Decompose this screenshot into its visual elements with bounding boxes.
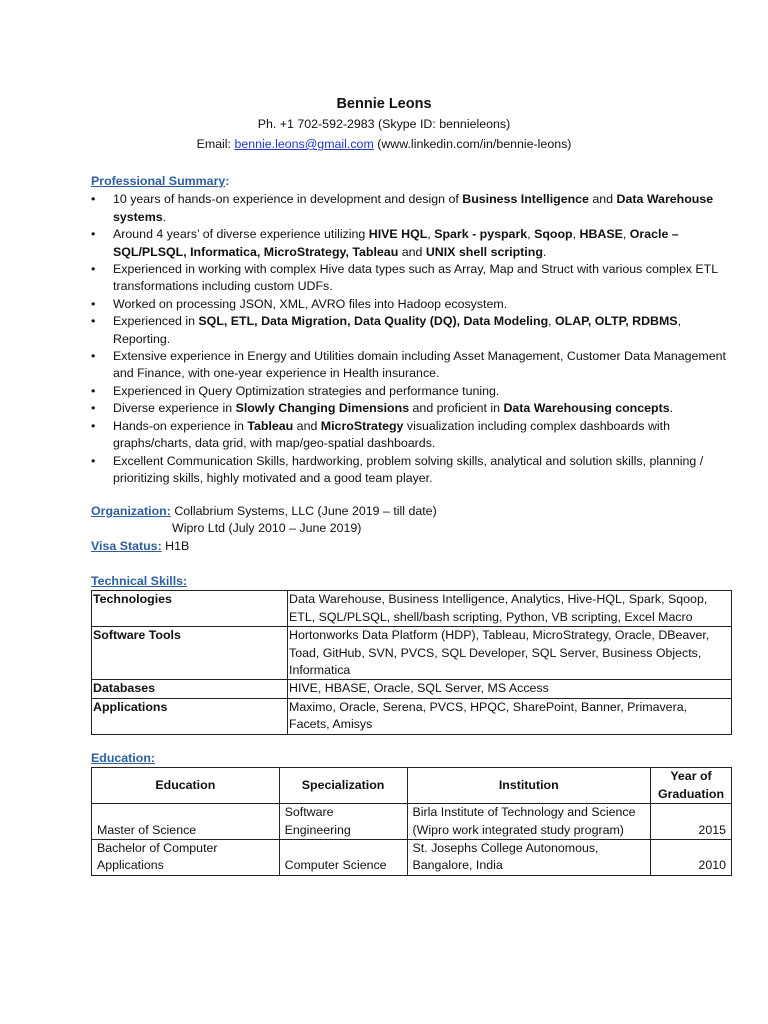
summary-text: and (398, 244, 426, 259)
resume-header (0, 94, 768, 154)
summary-highlight: MicroStrategy (320, 418, 404, 433)
list-item (91, 313, 731, 348)
education-institution: St. Josephs College Autonomous, Bangalore, India (407, 840, 650, 876)
column-header-education: Education (92, 768, 280, 804)
summary-highlight: Data Warehousing concepts (503, 401, 670, 416)
education-title: Education: (91, 751, 156, 765)
education-specialization: Computer Science (279, 840, 407, 876)
summary-text: and (588, 192, 617, 207)
technical-skills-section (91, 573, 732, 735)
bullet-icon: • (91, 314, 96, 329)
education-specialization: Software Engineering (279, 804, 407, 840)
education-section (91, 750, 732, 876)
list-item (91, 191, 731, 226)
summary-highlight: OLAP, OLTP, RDBMS (555, 314, 678, 329)
list-item (91, 296, 731, 313)
summary-text: visualization including complex dashboards with graphs/charts, data grid, with map/geo-spatial dashboards. (113, 418, 670, 451)
summary-highlight: Tableau (247, 418, 294, 433)
skill-values: HIVE, HBASE, Oracle, SQL Server, MS Access (288, 680, 732, 698)
summary-highlight: Sqoop (534, 227, 573, 242)
bullet-icon: • (91, 383, 96, 398)
summary-text: , (527, 227, 535, 242)
summary-text: Worked on processing JSON, XML, AVRO files into Hadoop ecosystem. (113, 296, 508, 311)
table-header-row (92, 768, 732, 804)
summary-text: Around 4 years’ of diverse experience utilizing (113, 227, 369, 242)
skill-values: Hortonworks Data Platform (HDP), Tableau, MicroStrategy, Oracle, DBeaver, Toad, GitHub, SVN, PVCS, SQL Developer, SQL Server, Business Objects, Informatica (288, 627, 732, 680)
summary-text: , (548, 314, 556, 329)
table-row (92, 591, 732, 627)
summary-text: . (669, 401, 674, 416)
summary-list (91, 191, 731, 487)
education-degree: Bachelor of Computer Applications (92, 840, 280, 876)
skill-values: Maximo, Oracle, Serena, PVCS, HPQC, SharePoint, Banner, Primavera, Facets, Amisys (288, 698, 732, 734)
summary-text: . (542, 244, 547, 259)
list-item (91, 383, 731, 400)
summary-text: , Reporting. (113, 314, 682, 346)
bullet-icon: • (91, 453, 96, 468)
table-row (92, 804, 732, 840)
education-degree: Master of Science (92, 804, 280, 840)
bullet-icon: • (91, 192, 96, 207)
summary-text: Excellent Communication Skills, hardworking, problem solving skills, analytical and solution skills, planning / prioritizing skills, highly motivated and a good team player. (113, 453, 704, 485)
list-item (91, 400, 731, 417)
list-item (91, 261, 731, 296)
skill-category: Technologies (92, 591, 288, 627)
linkedin-text: (www.linkedin.com/in/bennie-leons) (373, 137, 572, 151)
organization-entry: Wipro Ltd (July 2010 – June 2019) (172, 521, 362, 536)
education-year: 2010 (650, 840, 731, 876)
education-table (91, 767, 732, 875)
summary-text: , (427, 227, 435, 242)
skill-values: Data Warehouse, Business Intelligence, Analytics, Hive-HQL, Spark, Sqoop, ETL, SQL/PLSQL, shell/bash scripting, Python, VB scripting, Excel Macro (288, 591, 732, 627)
visa-status-line (91, 538, 731, 555)
summary-text: and (293, 418, 321, 433)
bullet-icon: • (91, 262, 96, 277)
visa-status-label: Visa Status: (91, 538, 162, 553)
summary-text: Experienced in (113, 314, 199, 329)
email-line (0, 134, 768, 154)
table-row (92, 627, 732, 680)
professional-summary-colon: : (225, 174, 230, 188)
technical-skills-table (91, 590, 732, 734)
summary-highlight: UNIX shell scripting (425, 244, 543, 259)
summary-highlight: Oracle – SQL/PLSQL, Informatica, MicroStrategy, Tableau (113, 227, 679, 259)
skill-category: Applications (92, 698, 288, 734)
summary-highlight: Slowly Changing Dimensions (235, 401, 410, 416)
summary-text: , (572, 227, 580, 242)
professional-summary-title: Professional Summary (91, 174, 226, 188)
skill-category: Software Tools (92, 627, 288, 680)
summary-text: Experienced in Query Optimization strategies and performance tuning. (113, 383, 500, 398)
organization-line-2 (91, 520, 731, 537)
education-year: 2015 (650, 804, 731, 840)
summary-text: Extensive experience in Energy and Utilities domain including Asset Management, Customer Data Management and Finance, with one-year experience in Health insurance. (113, 349, 726, 381)
summary-text: 10 years of hands-on experience in development and design of (113, 192, 463, 207)
column-header-institution: Institution (407, 768, 650, 804)
summary-text: , (622, 227, 630, 242)
table-row (92, 680, 732, 698)
organization-line-1 (91, 503, 731, 520)
summary-highlight: Business Intelligence (462, 192, 589, 207)
education-institution: Birla Institute of Technology and Science (Wipro work integrated study program) (407, 804, 650, 840)
bullet-icon: • (91, 401, 96, 416)
candidate-name: Bennie Leons (336, 96, 432, 112)
summary-text: Diverse experience in (113, 401, 236, 416)
table-row (92, 698, 732, 734)
bullet-icon: • (91, 227, 96, 242)
visa-status-value: H1B (165, 538, 190, 553)
bullet-icon: • (91, 296, 96, 311)
summary-text: Experienced in working with complex Hive data types such as Array, Map and Struct with various complex ETL transformations including custom UDFs. (113, 262, 718, 294)
summary-highlight: HIVE HQL (368, 227, 428, 242)
organization-label: Organization: (91, 504, 171, 518)
skill-category: Databases (92, 680, 288, 698)
column-header-year: Year of Graduation (650, 768, 731, 804)
email-label: Email: (196, 137, 235, 151)
bullet-icon: • (91, 418, 96, 433)
list-item (91, 418, 731, 453)
summary-text: and proficient in (409, 401, 504, 416)
list-item (91, 453, 731, 488)
summary-text: Hands-on experience in (113, 418, 248, 433)
summary-highlight: Data Warehouse systems (113, 192, 714, 224)
bullet-icon: • (91, 349, 96, 364)
professional-summary-section (91, 173, 731, 487)
professional-summary-heading (91, 173, 731, 190)
column-header-specialization: Specialization (279, 768, 407, 804)
organization-entry: Collabrium Systems, LLC (June 2019 – till date) (174, 504, 437, 518)
technical-skills-title: Technical Skills: (91, 574, 188, 588)
summary-text: . (162, 209, 167, 224)
list-item (91, 348, 731, 383)
organization-section (91, 503, 731, 555)
table-row (92, 840, 732, 876)
summary-highlight: SQL, ETL, Data Migration, Data Quality (DQ), Data Modeling (198, 314, 549, 329)
email-link[interactable]: bennie.leons@gmail.com (234, 137, 374, 151)
list-item (91, 226, 731, 261)
phone-line: Ph. +1 702-592-2983 (Skype ID: bennieleons) (257, 117, 511, 131)
summary-highlight: Spark - pyspark (434, 227, 528, 242)
summary-highlight: HBASE (579, 227, 623, 242)
